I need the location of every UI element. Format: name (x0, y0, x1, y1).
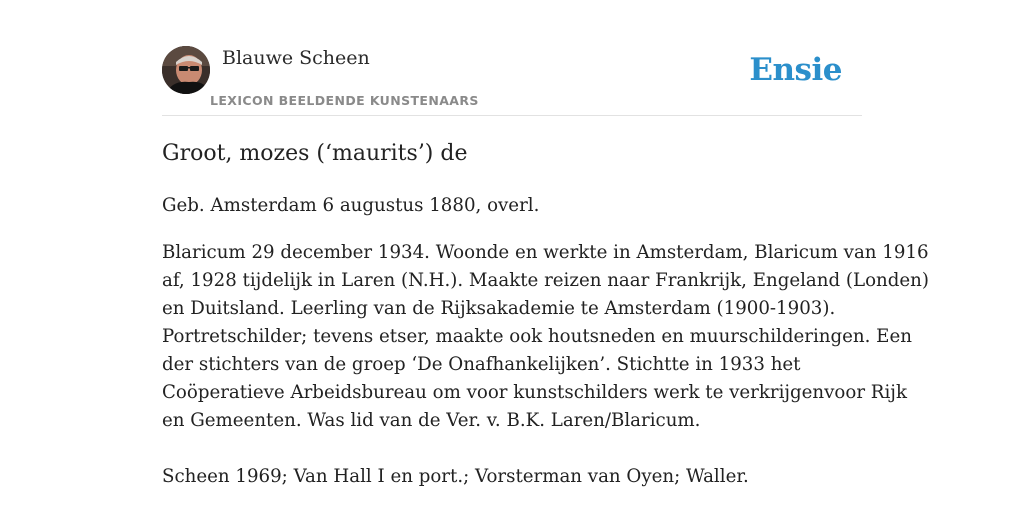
author-name[interactable]: Blauwe Scheen (222, 47, 370, 69)
category-label[interactable]: LEXICON BEELDENDE KUNSTENAARS (210, 93, 479, 108)
paragraph-2-line: af, 1928 tijdelijk in Laren (N.H.). Maakte reizen naar Frankrijk, Engeland (Londen) (162, 270, 929, 291)
paragraph-2-line: en Duitsland. Leerling van de Rijksakademie te Amsterdam (1900-1903). (162, 298, 836, 319)
article-title: Groot, mozes (‘maurits’) de (162, 141, 468, 166)
brand-logo[interactable]: Ensie (749, 52, 842, 88)
article-paragraph-1: Geb. Amsterdam 6 augustus 1880, overl. (162, 195, 540, 216)
header (162, 46, 862, 116)
article-references: Scheen 1969; Van Hall I en port.; Vorsterman van Oyen; Waller. (162, 466, 749, 487)
paragraph-2-line: der stichters van de groep ‘De Onafhankelijken’. Stichtte in 1933 het (162, 354, 801, 375)
paragraph-2-line: Coöperatieve Arbeidsbureau om voor kunstschilders werk te verkrijgenvoor Rijk (162, 382, 907, 403)
avatar-portrait-icon (162, 46, 210, 94)
paragraph-2-line: en Gemeenten. Was lid van de Ver. v. B.K. Laren/Blaricum. (162, 410, 701, 431)
article-paragraph-2 (162, 239, 929, 435)
article (162, 138, 929, 491)
paragraph-2-line: Portretschilder; tevens etser, maakte ook houtsneden en muurschilderingen. Een (162, 326, 912, 347)
avatar[interactable] (162, 46, 210, 94)
paragraph-2-line: Blaricum 29 december 1934. Woonde en werkte in Amsterdam, Blaricum van 1916 (162, 242, 929, 263)
